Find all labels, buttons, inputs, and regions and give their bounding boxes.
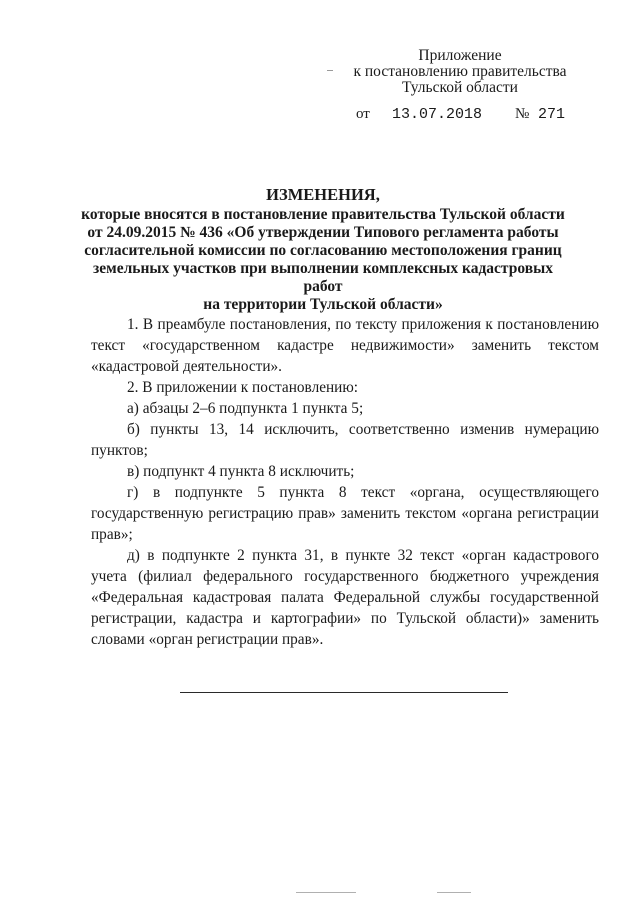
paragraph-subitem-v: в) подпункт 4 пункта 8 исключить; — [127, 463, 355, 480]
title-line: согласительной комиссии по согласованию местоположения границ — [84, 242, 562, 259]
registration-from-label: от — [356, 106, 370, 122]
paragraph-subitem-g: г) в подпункте 5 пункта 8 текст «органа, осуществляющего государственную регистрацию прав» заменить текстом «органа регистрации прав»; — [91, 484, 599, 543]
registration-date: 13.07.2018 — [392, 106, 483, 123]
appendix-line-2: к постановлению правительства — [353, 63, 567, 80]
end-divider-line — [180, 692, 508, 693]
document-body — [91, 314, 599, 650]
title-heading: ИЗМЕНЕНИЯ, — [266, 185, 380, 204]
appendix-line-3: Тульской области — [402, 79, 518, 96]
paragraph-subitem-d: д) в подпункте 2 пункта 31, в пункте 32 текст «орган кадастрового учета (филиал федерального государственного бюджетного учреждения «Федеральная кадастровая палата Федеральной службы государственной регистрации, кадастра и картографии» по Тульской области)» заменить словами «орган регистрации прав». — [91, 547, 599, 648]
document-title — [80, 186, 566, 314]
scan-bottom-mark — [437, 892, 471, 893]
scan-margin-mark — [327, 70, 333, 71]
scan-bottom-mark — [296, 892, 356, 893]
title-line: от 24.09.2015 № 436 «Об утверждении Типового регламента работы — [87, 224, 559, 241]
appendix-header — [350, 48, 570, 96]
appendix-line-1: Приложение — [418, 47, 502, 64]
registration-number: 271 — [538, 106, 566, 123]
title-line: которые вносятся в постановление правительства Тульской области — [81, 206, 565, 223]
title-line: земельных участков при выполнении комплексных кадастровых работ — [93, 260, 553, 295]
paragraph-subitem-b: б) пункты 13, 14 исключить, соответственно изменив нумерацию пунктов; — [91, 421, 599, 459]
registration-number-sign: № — [515, 106, 530, 122]
paragraph-item-2: 2. В приложении к постановлению: — [127, 379, 359, 396]
paragraph-item-1: 1. В преамбуле постановления, по тексту приложения к постановлению текст «государственном кадастре недвижимости» заменить текстом «кадастровой деятельности». — [91, 316, 599, 375]
title-line: на территории Тульской области» — [203, 296, 443, 313]
paragraph-subitem-a: а) абзацы 2–6 подпункта 1 пункта 5; — [127, 400, 364, 417]
